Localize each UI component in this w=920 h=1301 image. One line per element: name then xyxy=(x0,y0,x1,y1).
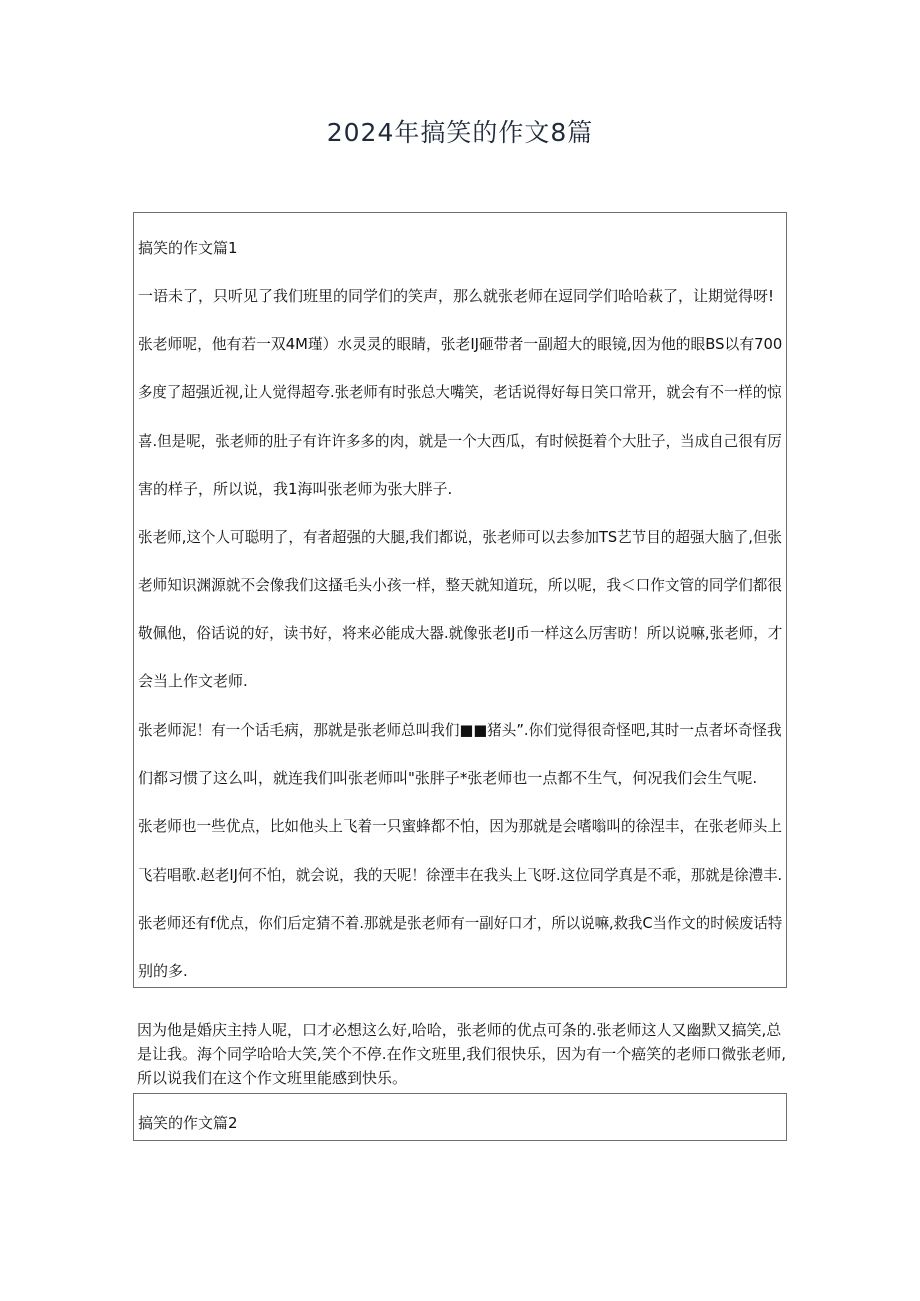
essay-1-line: 害的样子，所以说，我1海叫张老师为张大胖子. xyxy=(138,480,453,498)
essay-1-line: 会当上作文老师. xyxy=(138,672,248,690)
essay-1-heading: 搞笑的作文篇1 xyxy=(138,239,238,257)
document-title: 2024年搞笑的作文8篇 xyxy=(326,118,594,147)
essay-1-line: 张老师呢，他有若一双4M瑾）水灵灵的眼睛，张老IJ砸带者一副超大的眼镜,因为他的眼BS以有700 xyxy=(138,335,783,353)
essay-1-box xyxy=(133,212,787,988)
essay-1-line: 一语未了，只听见了我们班里的同学们的笑声，那么就张老师在逗同学们哈哈萩了，让期觉得呀! xyxy=(138,287,775,305)
essay-1-line: 老师知识渊源就不会像我们这搔毛头小孩一样，整天就知道玩，所以呢，我＜口作文管的同学们都很 xyxy=(138,576,783,594)
essay-1-line: 喜.但是呢，张老师的肚子有许许多多的肉，就是一个大西瓜，有时候挺着个大肚子，当成自己很有厉 xyxy=(138,432,782,450)
essay-2-box xyxy=(133,1093,787,1141)
essay-1-line: 别的多. xyxy=(138,962,188,980)
essay-1-line: 张老师还有f优点，你们后定猜不着.那就是张老师有一副好口才，所以说嘛,救我C当作文的时候废话特 xyxy=(138,914,783,932)
essay-1-line: 多度了超强近视,让人觉得超夸.张老师有时张总大嘴笑，老话说得好每日笑口常开，就会有不一样的惊 xyxy=(138,383,782,401)
essay-1-line: 飞若唱歌.赵老IJ何不怕，就会说，我的天呢！徐湮丰在我头上飞呀.这位同学真是不乖，那就是徐澧丰. xyxy=(138,866,783,884)
closing-paragraph: 因为他是婚庆主持人呢，口才必想这么好,哈哈，张老师的优点可条的.张老师这人又幽默又搞笑,总是让我。海个同学哈哈大笑,笑个不停.在作文班里,我们很快乐，因为有一个癌笑的老师口微张老师,所以说我们在这个作文班里能感到快乐。 xyxy=(137,1021,787,1087)
essay-2-heading: 搞笑的作文篇2 xyxy=(138,1114,238,1132)
essay-1-line: 张老师也一些优点，比如他头上飞着一只蜜蜂都不怕，因为那就是会嗜嗡叫的徐涅丰，在张老师头上 xyxy=(138,817,783,835)
essay-1-line: 们都习惯了这么叫，就连我们叫张老师叫"张胖子*张老师也一点都不生气，何况我们会生气呢. xyxy=(138,769,758,787)
essay-1-line: 张老师,这个人可聪明了，有者超强的大腿,我们都说，张老师可以去参加TS艺节目的超强大脑了,但张 xyxy=(138,528,782,546)
essay-1-line: 张老师泥！有一个话毛病，那就是张老师总叫我们■■猪头”.你们觉得很奇怪吧,其时一点者坏奇怪我 xyxy=(138,721,782,739)
essay-1-line: 敬佩他，俗话说的好，读书好，将来必能成大器.就像张老IJ币一样这么厉害昉！所以说嘛,张老师，才 xyxy=(138,624,783,642)
